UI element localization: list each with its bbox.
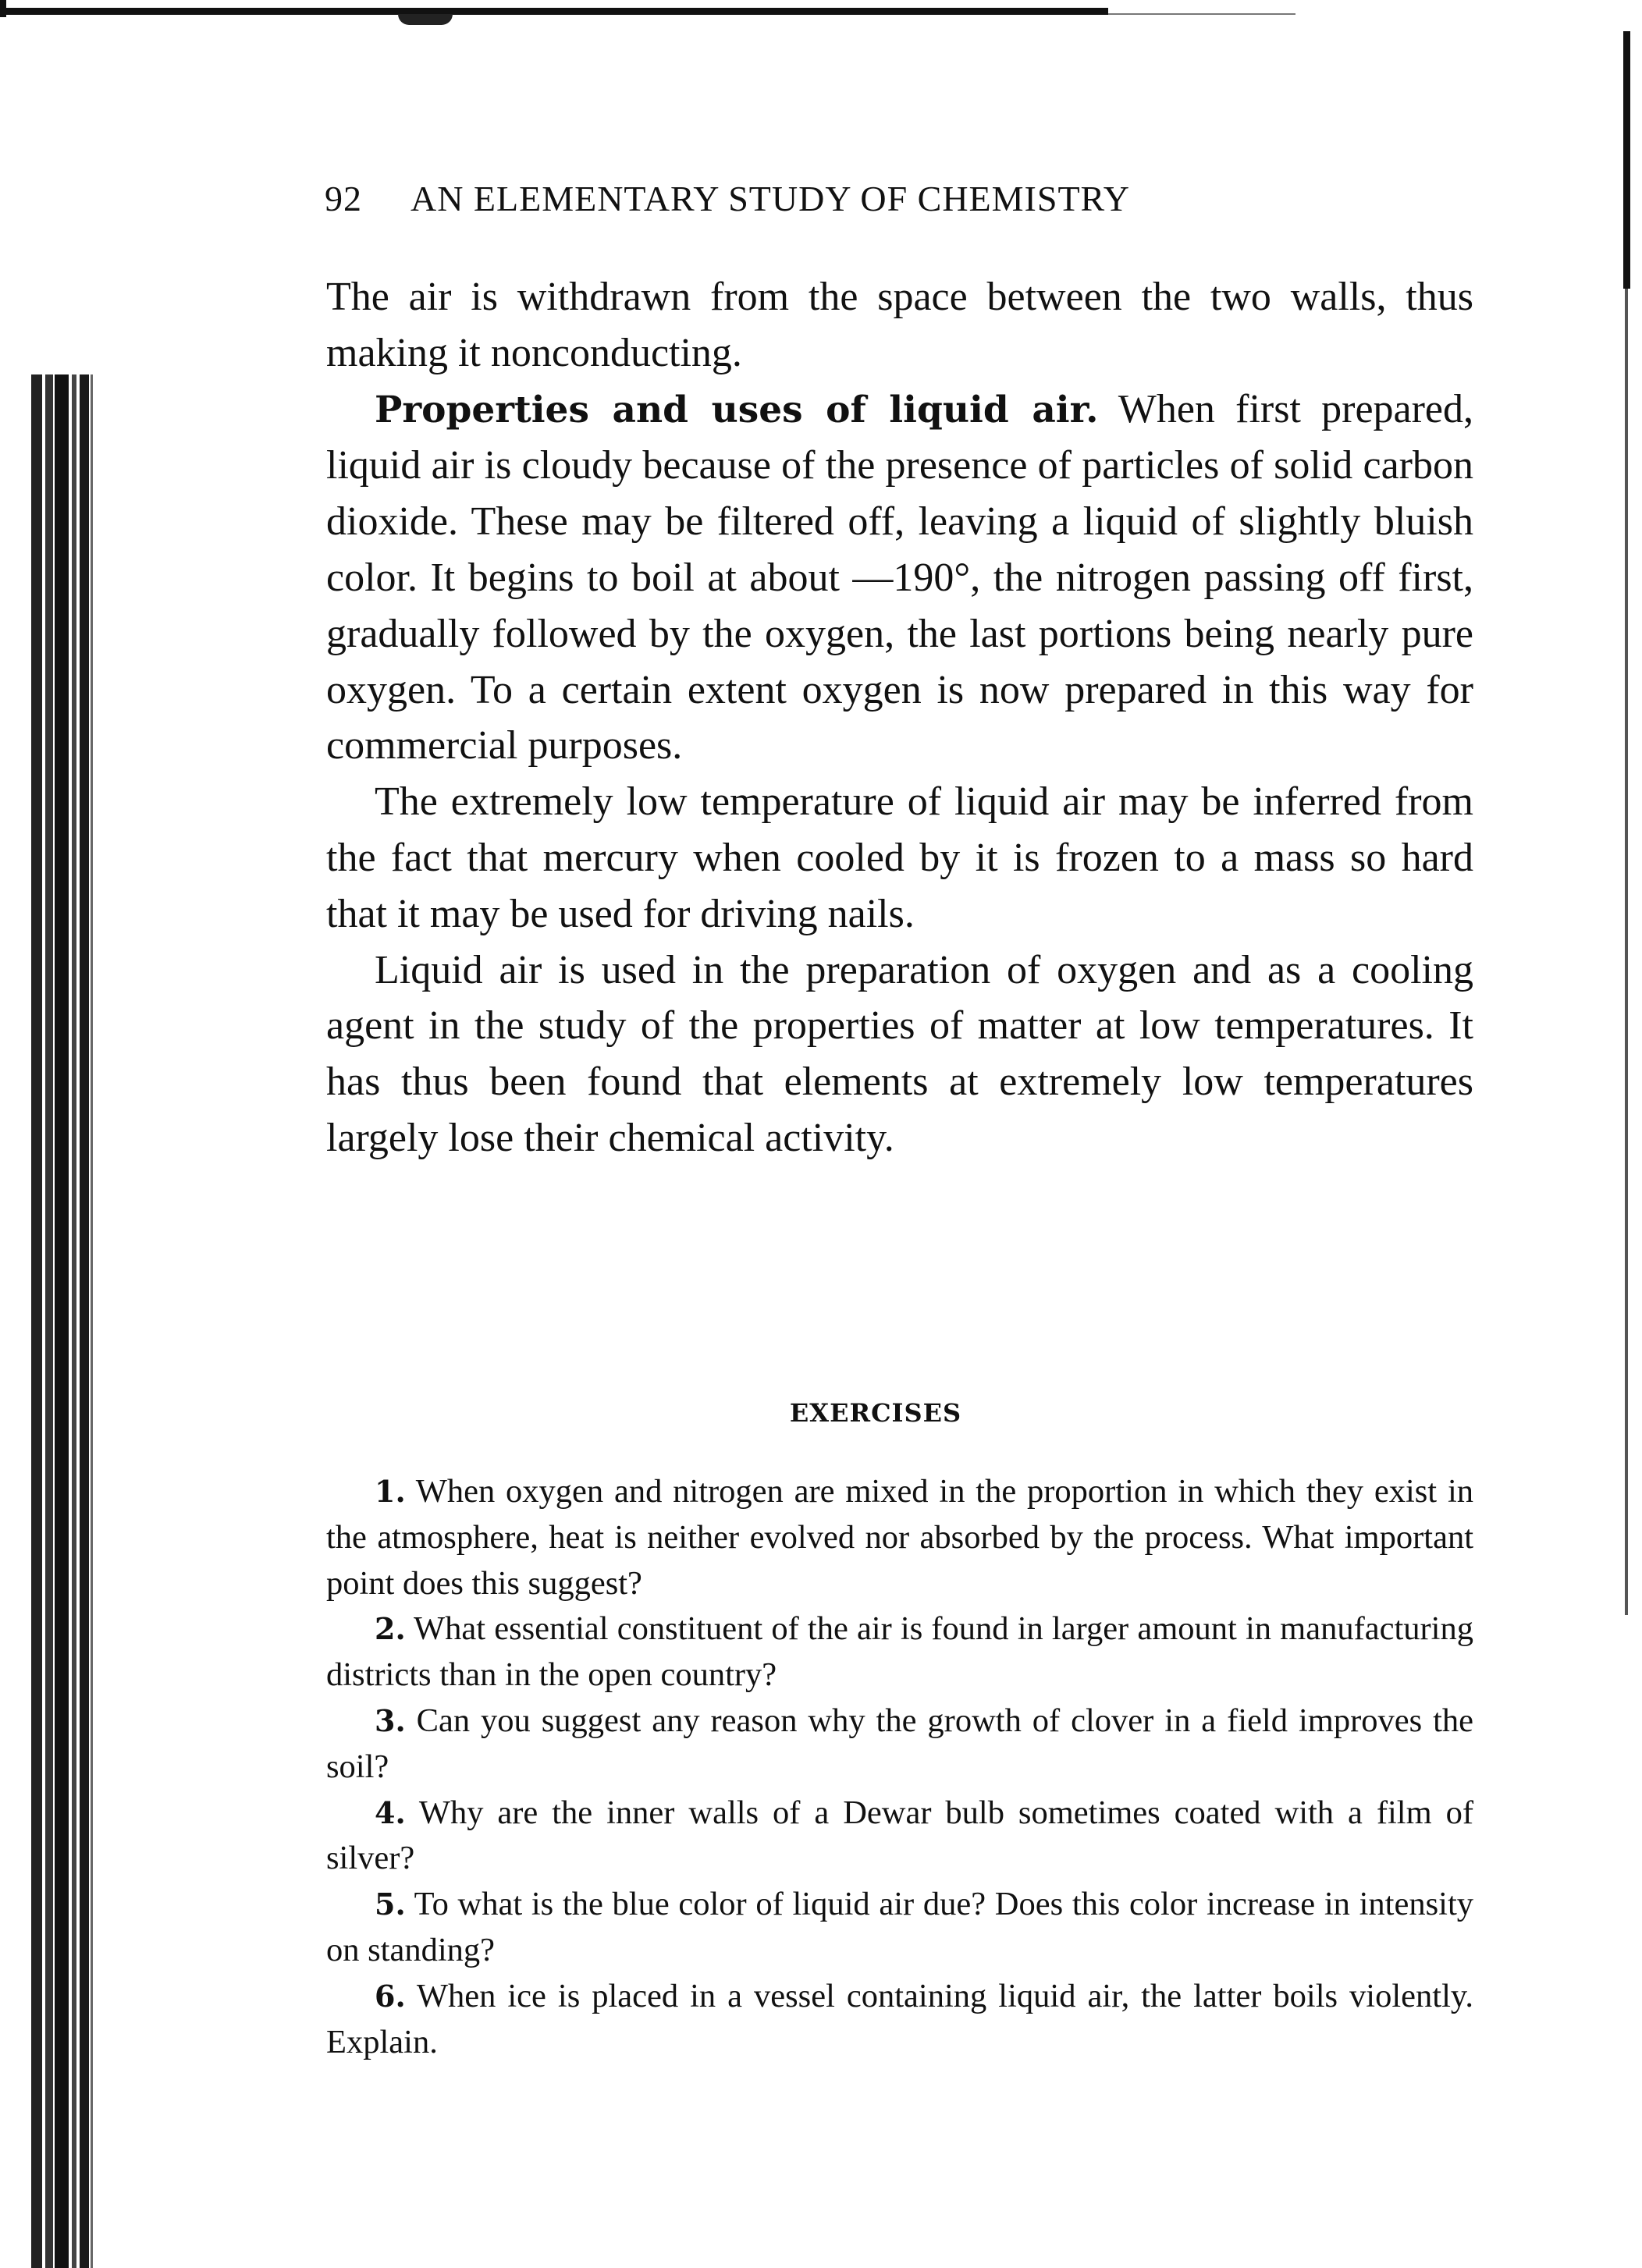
body-text xyxy=(326,269,1473,1166)
exercise-number: 3. xyxy=(375,1702,406,1738)
book-spine-shadow xyxy=(31,374,94,2268)
exercise-item xyxy=(326,1882,1473,1974)
exercise-text: Can you suggest any reason why the growth of clover in a field improves the soil? xyxy=(326,1702,1473,1785)
exercise-item xyxy=(326,1791,1473,1883)
exercise-number: 1. xyxy=(375,1474,406,1509)
exercise-item xyxy=(326,1698,1473,1791)
scan-ink-blot xyxy=(398,14,453,25)
exercise-text: To what is the blue color of liquid air due? Does this color increase in intensity on standing? xyxy=(326,1886,1473,1968)
running-head-title: AN ELEMENTARY STUDY OF CHEMISTRY xyxy=(410,179,1130,218)
exercise-text: Why are the inner walls of a Dewar bulb sometimes coated with a film of silver? xyxy=(326,1794,1473,1877)
exercise-text: When oxygen and nitrogen are mixed in the proportion in which they exist in the atmosphere, heat is neither evolved nor absorbed by the process. What important point does this suggest? xyxy=(326,1473,1473,1602)
exercise-item xyxy=(326,1606,1473,1698)
paragraph-properties xyxy=(326,382,1473,775)
paragraph-low-temperature: The extremely low temperature of liquid air may be inferred from the fact that mercury when cooled by it is frozen to a mass so hard that it may be used for driving nails. xyxy=(326,779,1473,936)
page-number: 92 xyxy=(325,179,362,218)
running-header xyxy=(325,178,1480,219)
exercise-number: 4. xyxy=(375,1794,406,1830)
exercises-list xyxy=(326,1469,1473,2065)
scan-right-border xyxy=(1623,31,1630,289)
exercise-text: What essential constituent of the air is found in larger amount in manufacturing districts than in the open country? xyxy=(326,1610,1473,1694)
section-heading-inline: Properties and uses of liquid air. xyxy=(375,388,1099,431)
exercises-heading: EXERCISES xyxy=(789,1398,962,1428)
scan-top-border xyxy=(0,8,1108,15)
paragraph-text: When first prepared, liquid air is cloudy because of the presence of particles of solid carbon dioxide. These may be filtered off, leaving a liquid of slightly bluish color. It begins to boil at about —190°, the nitrogen passing off first, gradually followed by the oxygen, the last portions being nearly pure oxygen. To a certain extent oxygen is now prepared in this way for commercial purposes. xyxy=(326,386,1473,768)
exercise-item xyxy=(326,1469,1473,1606)
paragraph-uses: Liquid air is used in the preparation of oxygen and as a cooling agent in the study of the properties of matter at low temperatures. It has thus been found that elements at extremely low temperatures largely lose their chemical activity. xyxy=(326,947,1473,1160)
scan-top-border-thin xyxy=(1108,13,1295,15)
exercise-number: 2. xyxy=(375,1611,406,1647)
exercise-text: When ice is placed in a vessel containing liquid air, the latter boils violently. Explain. xyxy=(326,1977,1473,2060)
paragraph-continuation: The air is withdrawn from the space between the two walls, thus making it nonconducting. xyxy=(326,275,1473,375)
exercise-number: 6. xyxy=(375,1978,406,2014)
exercise-number: 5. xyxy=(375,1886,406,1922)
exercise-item xyxy=(326,1974,1473,2066)
